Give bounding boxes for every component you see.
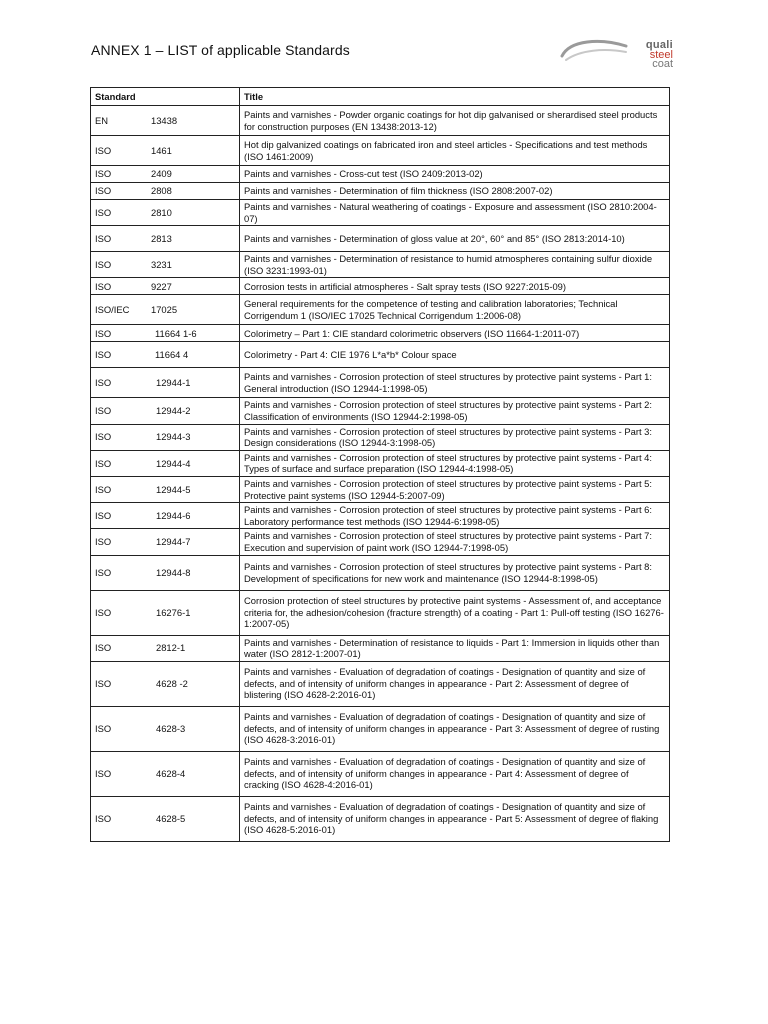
standard-cell xyxy=(91,706,240,751)
page-title: ANNEX 1 – LIST of applicable Standards xyxy=(91,42,350,58)
standard-cell xyxy=(91,751,240,796)
column-header-title: Title xyxy=(240,88,670,106)
standard-org: ISO xyxy=(95,767,112,779)
standard-cell xyxy=(91,136,240,166)
table-row xyxy=(91,635,670,661)
table-row xyxy=(91,200,670,226)
table-row xyxy=(91,476,670,502)
standard-number: 16276-1 xyxy=(156,606,191,618)
standard-number: 2812-1 xyxy=(156,642,186,654)
standards-table xyxy=(90,87,670,842)
standard-number: 2808 xyxy=(151,185,172,197)
table-row xyxy=(91,278,670,295)
standard-cell xyxy=(91,661,240,706)
standard-number: 12944-6 xyxy=(156,509,191,521)
table-row xyxy=(91,450,670,476)
company-logo xyxy=(560,36,675,70)
standard-cell xyxy=(91,450,240,476)
table-row xyxy=(91,166,670,183)
standard-number: 4628 -2 xyxy=(156,677,188,689)
standard-number: 12944-1 xyxy=(156,377,191,389)
title-cell: Paints and varnishes - Corrosion protection of steel structures by protective paint systems - Part 4: Types of surface and surface preparation (ISO 12944-4:1998-05) xyxy=(240,450,670,476)
table-row xyxy=(91,555,670,590)
standard-cell xyxy=(91,183,240,200)
standard-org: ISO xyxy=(95,431,112,443)
title-cell: Paints and varnishes - Corrosion protection of steel structures by protective paint systems - Part 2: Classification of environments (ISO 12944-2:1998-05) xyxy=(240,398,670,424)
standard-org: ISO xyxy=(95,509,112,521)
table-row xyxy=(91,590,670,635)
standard-org: ISO xyxy=(95,642,112,654)
title-cell: Paints and varnishes - Powder organic coatings for hot dip galvanised or sherardised steel products for construction purposes (EN 13438:2013-12) xyxy=(240,106,670,136)
title-cell: Paints and varnishes - Evaluation of degradation of coatings - Designation of quantity and size of defects, and of intensity of uniform changes in appearance - Part 3: Assessment of degree of rusting (ISO 4628-3:2016-01) xyxy=(240,706,670,751)
title-cell: Paints and varnishes - Natural weathering of coatings - Exposure and assessment (ISO 2810:2004-07) xyxy=(240,200,670,226)
standard-cell xyxy=(91,252,240,278)
standard-cell xyxy=(91,106,240,136)
standard-cell xyxy=(91,342,240,368)
standard-cell xyxy=(91,325,240,342)
title-cell: Colorimetry - Part 4: CIE 1976 L*a*b* Colour space xyxy=(240,342,670,368)
title-cell: Paints and varnishes - Evaluation of degradation of coatings - Designation of quantity and size of defects, and of intensity of uniform changes in appearance - Part 4: Assessment of degree of cracking (ISO 4628-4:2016-01) xyxy=(240,751,670,796)
standard-number: 3231 xyxy=(151,258,172,270)
standard-cell xyxy=(91,200,240,226)
title-cell: General requirements for the competence of testing and calibration laboratories; Technical Corrigendum 1 (ISO/IEC 17025 Technical Corrigendum 1:2006-08) xyxy=(240,295,670,325)
standard-org: ISO xyxy=(95,677,112,689)
standard-number: 9227 xyxy=(151,280,172,292)
table-row xyxy=(91,226,670,252)
title-cell: Paints and varnishes - Corrosion protection of steel structures by protective paint systems - Part 3: Design considerations (ISO 12944-3:1998-05) xyxy=(240,424,670,450)
standard-cell xyxy=(91,529,240,555)
standard-org: ISO xyxy=(95,722,112,734)
table-header-row xyxy=(91,88,670,106)
title-cell: Paints and varnishes - Determination of gloss value at 20°, 60° and 85° (ISO 2813:2014-10) xyxy=(240,226,670,252)
title-cell: Paints and varnishes - Cross-cut test (ISO 2409:2013-02) xyxy=(240,166,670,183)
standard-cell xyxy=(91,503,240,529)
standard-number: 1461 xyxy=(151,144,172,156)
logo-swoosh-icon xyxy=(560,36,630,70)
table-row xyxy=(91,706,670,751)
logo-word-quali: quali xyxy=(645,39,673,51)
standard-cell xyxy=(91,590,240,635)
table-row xyxy=(91,106,670,136)
standard-cell xyxy=(91,555,240,590)
table-row xyxy=(91,529,670,555)
title-cell: Paints and varnishes - Corrosion protection of steel structures by protective paint systems - Part 6: Laboratory performance test methods (ISO 12944-6:1998-05) xyxy=(240,503,670,529)
table-row xyxy=(91,661,670,706)
title-cell: Corrosion tests in artificial atmospheres - Salt spray tests (ISO 9227:2015-09) xyxy=(240,278,670,295)
standard-org: ISO xyxy=(95,536,112,548)
title-cell: Paints and varnishes - Determination of film thickness (ISO 2808:2007-02) xyxy=(240,183,670,200)
standard-cell xyxy=(91,476,240,502)
table-row xyxy=(91,342,670,368)
title-cell: Paints and varnishes - Corrosion protection of steel structures by protective paint systems - Part 8: Development of specifications for new work and maintenance (ISO 12944-8:1998-05) xyxy=(240,555,670,590)
standard-cell xyxy=(91,398,240,424)
table-row xyxy=(91,183,670,200)
title-cell: Corrosion protection of steel structures by protective paint systems - Assessment of, and acceptance criteria for, the adhesion/cohesion (fracture strength) of a coating - Part 1: Pull-off testing (ISO 16276-1:2007-05) xyxy=(240,590,670,635)
standard-cell xyxy=(91,635,240,661)
table-row xyxy=(91,136,670,166)
title-cell: Hot dip galvanized coatings on fabricated iron and steel articles - Specifications and test methods (ISO 1461:2009) xyxy=(240,136,670,166)
standard-number: 2813 xyxy=(151,232,172,244)
standard-cell xyxy=(91,796,240,841)
standard-number: 12944-3 xyxy=(156,431,191,443)
standard-number: 13438 xyxy=(151,114,178,126)
standard-org: ISO xyxy=(95,377,112,389)
standard-cell xyxy=(91,424,240,450)
standard-org: ISO/IEC xyxy=(95,304,130,316)
standard-org: ISO xyxy=(95,258,112,270)
standard-org: ISO xyxy=(95,566,112,578)
standard-org: ISO xyxy=(95,168,112,180)
standard-number: 12944-2 xyxy=(156,405,191,417)
standard-cell xyxy=(91,226,240,252)
table-row xyxy=(91,295,670,325)
title-cell: Paints and varnishes - Determination of resistance to humid atmospheres containing sulfur dioxide (ISO 3231:1993-01) xyxy=(240,252,670,278)
table-body xyxy=(91,106,670,842)
standard-number: 2810 xyxy=(151,206,172,218)
standard-number: 11664 4 xyxy=(155,349,189,361)
title-cell: Colorimetry – Part 1: CIE standard colorimetric observers (ISO 11664-1:2011-07) xyxy=(240,325,670,342)
standard-number: 12944-8 xyxy=(156,566,191,578)
standard-org: ISO xyxy=(95,405,112,417)
standard-number: 12944-5 xyxy=(156,483,191,495)
title-cell: Paints and varnishes - Evaluation of degradation of coatings - Designation of quantity and size of defects, and of intensity of uniform changes in appearance - Part 2: Assessment of degree of blistering (ISO 4628-2:2016-01) xyxy=(240,661,670,706)
table-row xyxy=(91,325,670,342)
standard-org: ISO xyxy=(95,349,112,361)
standard-cell xyxy=(91,166,240,183)
standard-number: 17025 xyxy=(151,304,178,316)
standard-org: ISO xyxy=(95,327,112,339)
title-cell: Paints and varnishes - Determination of resistance to liquids - Part 1: Immersion in liquids other than water (ISO 2812-1:2007-01) xyxy=(240,635,670,661)
table-row xyxy=(91,751,670,796)
standard-org: ISO xyxy=(95,812,112,824)
standard-org: ISO xyxy=(95,606,112,618)
title-cell: Paints and varnishes - Evaluation of degradation of coatings - Designation of quantity and size of defects, and of intensity of uniform changes in appearance - Part 5: Assessment of degree of flaking (ISO 4628-5:2016-01) xyxy=(240,796,670,841)
standard-number: 12944-7 xyxy=(156,536,191,548)
table-row xyxy=(91,368,670,398)
standard-org: ISO xyxy=(95,232,112,244)
standard-org: ISO xyxy=(95,457,112,469)
standard-number: 11664 1-6 xyxy=(155,327,197,339)
standard-org: ISO xyxy=(95,144,112,156)
table-row xyxy=(91,424,670,450)
standard-number: 12944-4 xyxy=(156,457,191,469)
standard-org: ISO xyxy=(95,280,112,292)
standard-cell xyxy=(91,368,240,398)
standard-number: 2409 xyxy=(151,168,172,180)
standard-org: ISO xyxy=(95,185,112,197)
logo-word-coat: coat xyxy=(652,58,673,70)
title-cell: Paints and varnishes - Corrosion protection of steel structures by protective paint systems - Part 7: Execution and supervision of paint work (ISO 12944-7:1998-05) xyxy=(240,529,670,555)
standard-org: EN xyxy=(95,114,109,126)
logo-word-steel: steel xyxy=(649,49,673,61)
standard-org: ISO xyxy=(95,483,112,495)
standard-number: 4628-3 xyxy=(156,722,186,734)
table-row xyxy=(91,398,670,424)
table-row xyxy=(91,503,670,529)
table-row xyxy=(91,796,670,841)
table-row xyxy=(91,252,670,278)
standard-number: 4628-4 xyxy=(156,767,186,779)
standard-number: 4628-5 xyxy=(156,812,186,824)
standard-org: ISO xyxy=(95,206,112,218)
title-cell: Paints and varnishes - Corrosion protection of steel structures by protective paint systems - Part 5: Protective paint systems (ISO 12944-5:2007-09) xyxy=(240,476,670,502)
column-header-standard: Standard xyxy=(91,88,240,106)
standard-cell xyxy=(91,278,240,295)
title-cell: Paints and varnishes - Corrosion protection of steel structures by protective paint systems - Part 1: General introduction (ISO 12944-1:1998-05) xyxy=(240,368,670,398)
standard-cell xyxy=(91,295,240,325)
